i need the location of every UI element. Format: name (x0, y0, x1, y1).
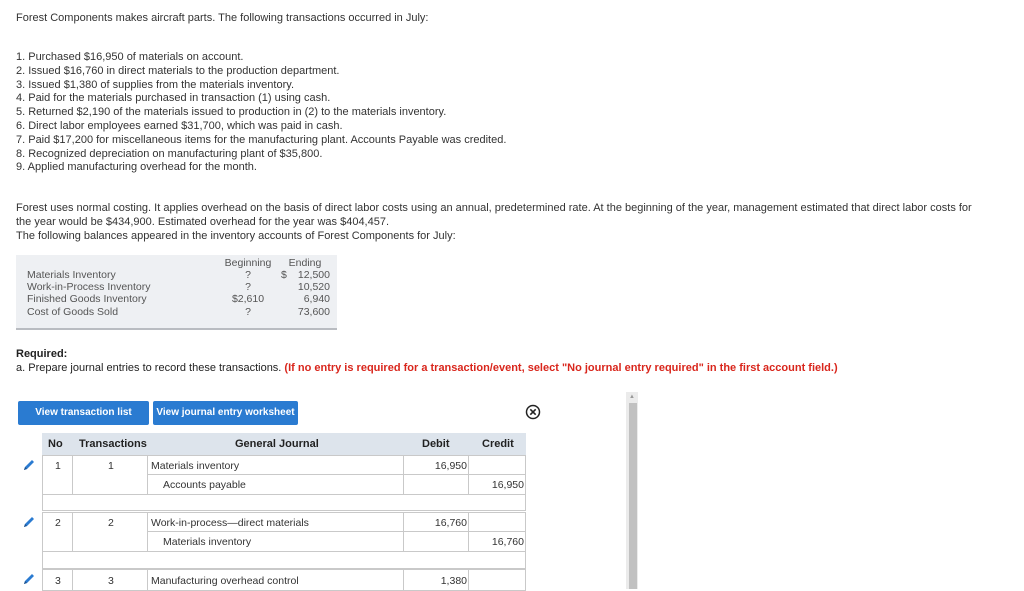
balance-ending: 12,500 (297, 269, 330, 281)
row-separator (42, 551, 526, 569)
transaction-item: 6. Direct labor employees earned $31,700, which was paid in cash. (16, 119, 343, 132)
header-debit: Debit (422, 438, 450, 450)
transaction-item: 7. Paid $17,200 for miscellaneous items for the manufacturing plant. Accounts Payable was credited. (16, 133, 507, 146)
balance-row (16, 293, 337, 305)
header-transactions: Transactions (79, 438, 147, 450)
balance-ending: 73,600 (297, 306, 330, 318)
journal-header (42, 433, 526, 455)
balances-table (16, 255, 337, 330)
transaction-item: 2. Issued $16,760 in direct materials to the production department. (16, 64, 340, 77)
transaction-item: 4. Paid for the materials purchased in transaction (1) using cash. (16, 92, 331, 105)
balance-ending: 10,520 (297, 281, 330, 293)
col-beginning: Beginning (224, 257, 272, 269)
transaction-item: 5. Returned $2,190 of the materials issued to production in (2) to the materials inventory. (16, 106, 447, 119)
entry-transaction: 1 (108, 460, 114, 472)
dollar-sign: $ (281, 269, 287, 281)
required-instruction: a. Prepare journal entries to record these transactions. (16, 362, 285, 374)
debit-amount: 1,380 (440, 575, 467, 587)
required-text (16, 362, 838, 374)
header-credit: Credit (482, 438, 514, 450)
credit-account: Materials inventory (163, 536, 252, 548)
paragraph-line: Forest uses normal costing. It applies overhead on the basis of direct labor costs using an annual, predetermined rate. At the beginning of the year, management estimated that direct labor costs for (16, 202, 972, 214)
view-journal-worksheet-button[interactable]: View journal entry worksheet (153, 401, 298, 425)
cell-credit[interactable] (468, 512, 526, 532)
balances-header (16, 257, 337, 269)
balance-row (16, 269, 337, 281)
transaction-list (16, 51, 506, 175)
view-transaction-list-button[interactable]: View transaction list (18, 401, 149, 425)
balance-beginning: $2,610 (231, 293, 265, 305)
entry-transaction: 3 (108, 575, 114, 587)
balance-label: Materials Inventory (27, 269, 116, 281)
cell-debit[interactable] (403, 474, 469, 495)
col-ending: Ending (288, 257, 322, 269)
debit-amount: 16,950 (434, 460, 467, 472)
debit-amount: 16,760 (434, 517, 467, 529)
debit-account: Materials inventory (151, 460, 240, 472)
cell-credit[interactable] (468, 455, 526, 475)
intro-text: Forest Components makes aircraft parts. The following transactions occurred in July: (16, 12, 429, 24)
credit-amount: 16,760 (491, 536, 524, 548)
balance-beginning: ? (245, 281, 251, 293)
entry-transaction: 2 (108, 517, 114, 529)
balance-beginning: ? (245, 306, 251, 318)
entry-no: 1 (55, 460, 61, 472)
debit-account: Work-in-process—direct materials (151, 517, 309, 529)
credit-account: Accounts payable (163, 479, 246, 491)
balance-label: Finished Goods Inventory (27, 293, 147, 305)
paragraph-line: The following balances appeared in the inventory accounts of Forest Components for July: (16, 230, 456, 242)
transaction-item: 3. Issued $1,380 of supplies from the materials inventory. (16, 78, 294, 91)
balance-label: Cost of Goods Sold (27, 306, 119, 318)
header-no: No (48, 438, 63, 450)
pencil-icon[interactable] (22, 458, 36, 472)
debit-account: Manufacturing overhead control (151, 575, 299, 587)
pencil-icon[interactable] (22, 572, 36, 586)
row-separator (42, 494, 526, 511)
scrollbar-thumb[interactable] (629, 403, 637, 589)
transaction-item: 8. Recognized depreciation on manufacturing plant of $35,800. (16, 147, 323, 160)
required-title: Required: (16, 348, 68, 360)
transaction-item: 9. Applied manufacturing overhead for the month. (16, 161, 257, 174)
header-general-journal: General Journal (235, 438, 319, 450)
scroll-up-arrow-icon[interactable]: ▲ (629, 394, 635, 400)
pencil-icon[interactable] (22, 515, 36, 529)
required-note: (If no entry is required for a transaction/event, select "No journal entry required" in the first account field.) (284, 362, 838, 374)
cell-debit[interactable] (403, 531, 469, 552)
balance-row (16, 306, 337, 318)
credit-amount: 16,950 (491, 479, 524, 491)
transaction-item: 1. Purchased $16,950 of materials on account. (16, 51, 244, 63)
balance-label: Work-in-Process Inventory (27, 281, 151, 293)
paragraph-line: the year would be $434,900. Estimated overhead for the year was $404,457. (16, 216, 390, 228)
close-circle-icon[interactable] (525, 404, 541, 420)
balance-beginning: ? (245, 269, 251, 281)
entry-no: 3 (55, 575, 61, 587)
costing-paragraph (16, 201, 1021, 243)
balance-ending: 6,940 (303, 293, 330, 305)
cell-credit[interactable] (468, 569, 526, 591)
balance-row (16, 281, 337, 293)
entry-no: 2 (55, 517, 61, 529)
